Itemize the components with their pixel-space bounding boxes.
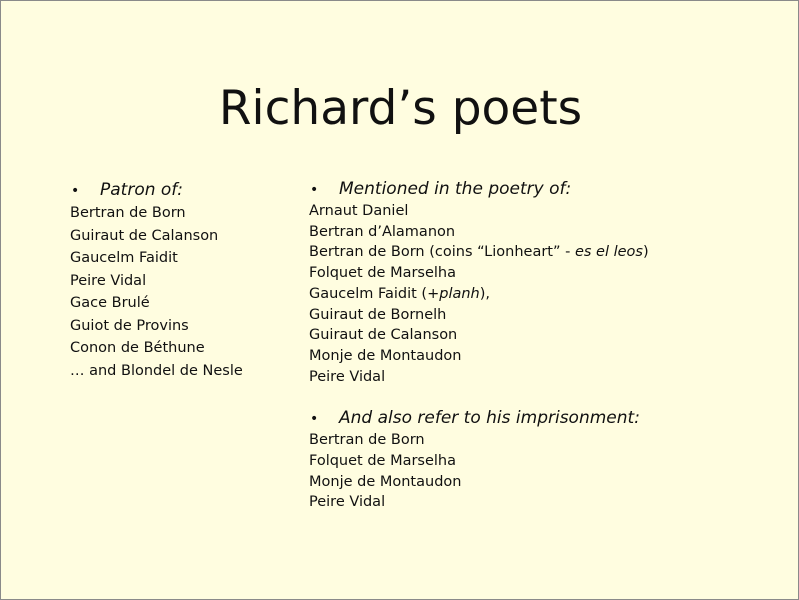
- list-item: Folquet de Marselha: [309, 265, 457, 282]
- list-item: Gaucelm Faidit: [70, 250, 178, 266]
- mentioned-heading: [309, 178, 779, 201]
- list-item: Arnaut Daniel: [309, 203, 409, 219]
- list-item: Peire Vidal: [309, 494, 386, 511]
- bullet-icon: •: [310, 182, 319, 198]
- section-spacer: [309, 387, 779, 407]
- imprisonment-heading: [309, 407, 779, 430]
- list-item: Folquet de Marselha: [309, 453, 457, 470]
- patron-column: [70, 179, 290, 382]
- bullet-icon: •: [71, 183, 80, 199]
- item-text: ),: [479, 285, 491, 302]
- imprisonment-list: [309, 430, 779, 513]
- mentioned-heading-label: Mentioned in the poetry of:: [339, 179, 572, 199]
- list-item: … and Blondel de Nesle: [70, 362, 243, 379]
- bullet-icon: •: [310, 411, 319, 428]
- mentions-column: [309, 178, 779, 513]
- list-item: Conon de Béthune: [70, 340, 205, 356]
- list-item-bertran-de-born: [309, 242, 779, 263]
- list-item: Monje de Montaudon: [309, 473, 462, 490]
- list-item: Guiraut de Calanson: [309, 327, 458, 344]
- item-italic-text: planh: [439, 285, 480, 302]
- item-text: Gaucelm Faidit (+: [309, 285, 440, 302]
- patron-list: [70, 202, 290, 382]
- list-item: Bertran d’Alamanon: [309, 223, 456, 240]
- item-text: Bertran de Born (coins “Lionheart” -: [309, 244, 575, 261]
- mentioned-list: [309, 201, 779, 387]
- list-item: Bertran de Born: [70, 205, 186, 221]
- item-italic-text: es el leos: [574, 244, 643, 261]
- list-item: Monje de Montaudon: [309, 347, 462, 364]
- list-item: Guiot de Provins: [70, 317, 189, 334]
- list-item: Guiraut de Bornelh: [309, 306, 447, 323]
- list-item: Bertran de Born: [309, 432, 425, 449]
- list-item: Gace Brulé: [70, 295, 150, 311]
- patron-heading: [70, 179, 290, 202]
- imprisonment-heading-label: And also refer to his imprisonment:: [339, 408, 640, 429]
- list-item-gaucelm-faidit: [309, 284, 779, 305]
- patron-heading-label: Patron of:: [100, 180, 184, 200]
- list-item: Peire Vidal: [309, 368, 386, 385]
- slide-title: Richard’s poets: [218, 81, 583, 136]
- list-item: Guiraut de Calanson: [70, 227, 219, 244]
- item-text: ): [642, 244, 649, 261]
- list-item: Peire Vidal: [70, 272, 147, 289]
